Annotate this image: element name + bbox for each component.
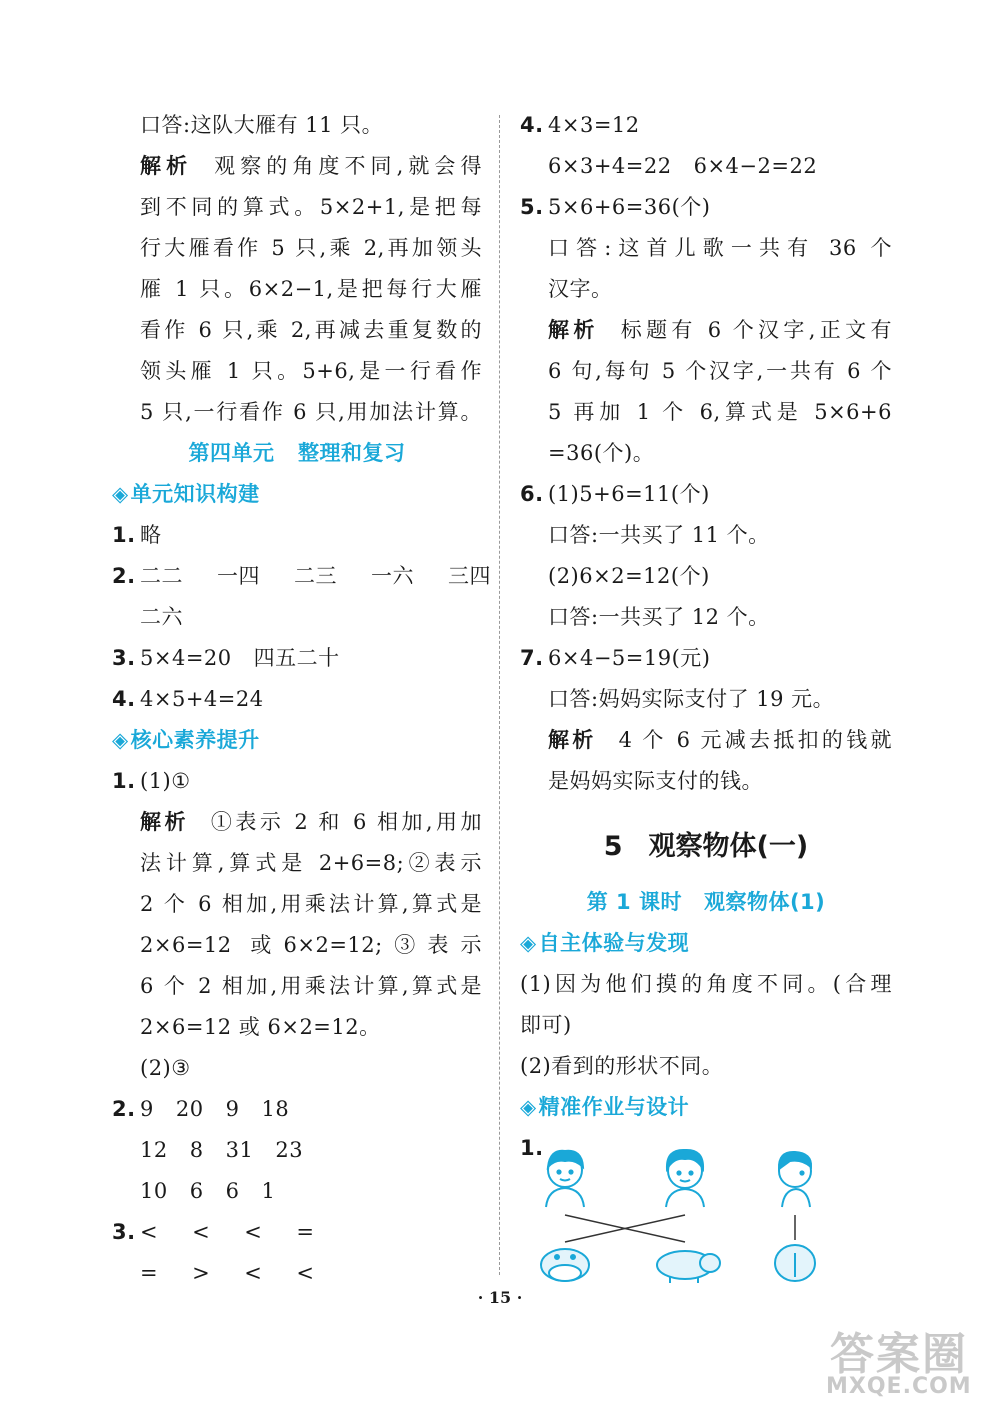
- text: 口答:这队大雁有 11 只。: [140, 113, 384, 137]
- answer-line: 口答:一共买了 12 个。: [548, 605, 770, 629]
- section-heading: [112, 474, 482, 515]
- text-line: 2×6=12 或 6×2=12。: [140, 1015, 381, 1039]
- hippo-side-figure: [657, 1251, 720, 1283]
- answer: <: [140, 1220, 159, 1244]
- question-item: [112, 515, 482, 556]
- question-item: [112, 761, 482, 802]
- section-title: 精准作业与设计: [538, 1095, 690, 1119]
- section-heading: [520, 923, 892, 964]
- question-number: 3.: [112, 1220, 136, 1244]
- analysis-label: 解析: [140, 154, 193, 178]
- section-title: 单元知识构建: [130, 482, 260, 506]
- question-item: [112, 638, 482, 679]
- answer: 6×4−5=19(元): [548, 646, 711, 670]
- watermark: [822, 1318, 992, 1408]
- diamond-icon: ◈: [112, 728, 129, 752]
- question-number: 1.: [520, 1136, 544, 1160]
- answer: 一四: [217, 564, 260, 588]
- lesson-label: 第 1 课时: [586, 890, 682, 914]
- answer: 6×3+4=22: [548, 154, 672, 178]
- diamond-icon: ◈: [520, 1095, 537, 1119]
- answer-line: (2)6×2=12(个): [548, 564, 710, 588]
- answer: 8: [189, 1138, 204, 1162]
- right-column: [520, 105, 892, 1169]
- answer: 6: [189, 1179, 204, 1203]
- section-title: 自主体验与发现: [538, 931, 690, 955]
- unit-title: 第四单元: [188, 441, 275, 465]
- answer: 18: [261, 1097, 290, 1121]
- column-divider: [499, 115, 500, 1275]
- question-number: 1.: [112, 769, 136, 793]
- answer-row: [112, 1130, 482, 1171]
- answer: (1)①: [140, 769, 191, 793]
- text: 略: [140, 523, 162, 547]
- chapter-heading: [520, 812, 892, 882]
- question-item: [112, 556, 491, 597]
- question-number: 2.: [112, 1097, 136, 1121]
- matching-figure: [520, 1145, 840, 1285]
- analysis-line: [112, 146, 482, 187]
- answer: 20: [175, 1097, 204, 1121]
- answer: 12: [140, 1138, 168, 1162]
- text-line: 二六: [140, 605, 183, 629]
- analysis-label: 解析: [140, 810, 189, 834]
- text-line: 2 个 6 相加,用乘法计算,算式是: [140, 892, 482, 916]
- text-line: 是妈妈实际支付的钱。: [548, 769, 763, 793]
- analysis-label: 解析: [548, 728, 597, 752]
- text-line: (2)③: [140, 1056, 191, 1080]
- left-column: [112, 105, 491, 1294]
- question-number: 2.: [112, 564, 136, 588]
- diamond-icon: ◈: [112, 482, 129, 506]
- answer: <: [296, 1261, 315, 1285]
- analysis-line: [520, 720, 892, 761]
- text-line: 看作 6 只,乘 2,再减去重复数的: [140, 318, 482, 342]
- text-line: 领头雁 1 只。5+6,是一行看作: [140, 359, 482, 383]
- answer: =: [140, 1261, 159, 1285]
- child-front-figure: [546, 1151, 584, 1207]
- unit-subtitle: 整理和复习: [297, 441, 406, 465]
- answer: 5×4=20: [140, 646, 232, 670]
- answer-row: [520, 146, 892, 187]
- chapter-title: 观察物体(一): [648, 831, 809, 862]
- question-item: [520, 474, 892, 515]
- text-line: 6 句,每句 5 个汉字,一共有 6 个: [548, 359, 892, 383]
- text-line: 5 再加 1 个 6,算式是 5×6+6: [548, 400, 892, 424]
- analysis-line: [112, 802, 482, 843]
- answer: 一六: [371, 564, 414, 588]
- question-number: 3.: [112, 646, 136, 670]
- answer: 三四: [448, 564, 491, 588]
- question-number: 1.: [112, 523, 136, 547]
- analysis-label: 解析: [548, 318, 599, 342]
- answer: 二三: [294, 564, 337, 588]
- question-number: 6.: [520, 482, 544, 506]
- unit-heading: [112, 433, 482, 474]
- child-side-figure: [779, 1152, 811, 1207]
- text: 4 个 6 元减去抵扣的钱就: [618, 728, 892, 752]
- text-line: 法计算,算式是 2+6=8;②表示: [140, 851, 482, 875]
- lesson-heading: [520, 882, 892, 923]
- text: 标题有 6 个汉字,正文有: [620, 318, 893, 342]
- answer: (1)5+6=11(个): [548, 482, 710, 506]
- question-item: [112, 1089, 482, 1130]
- text-line: =36(个)。: [548, 441, 655, 465]
- text-line: (2)看到的形状不同。: [520, 1054, 724, 1078]
- answer: 二二: [140, 564, 183, 588]
- watermark-url: MXQE.COM: [826, 1374, 972, 1399]
- answer: <: [192, 1220, 211, 1244]
- question-number: 4.: [112, 687, 136, 711]
- text-line: 汉字。: [548, 277, 613, 301]
- answer: <: [244, 1261, 263, 1285]
- question-number: 5.: [520, 195, 544, 219]
- text-line: 雁 1 只。6×2−1,是把每行大雁: [140, 277, 482, 301]
- question-item: [520, 105, 892, 146]
- question-item: [520, 638, 892, 679]
- answer: 6: [225, 1179, 240, 1203]
- watermark-logo-text: 答案圈: [830, 1329, 968, 1380]
- answer: 9: [140, 1097, 154, 1121]
- answer-line: 口答:这首儿歌一共有 36 个: [548, 236, 892, 260]
- text: 观察的角度不同,就会得: [214, 154, 482, 178]
- hippo-back-figure: [775, 1245, 815, 1281]
- hippo-front-figure: [541, 1249, 589, 1281]
- child-girl-figure: [666, 1150, 704, 1207]
- answer: 四五二十: [253, 646, 340, 670]
- answer-row: [112, 1171, 482, 1212]
- text-line: 2×6=12 或6×2=12;③表示: [140, 933, 482, 957]
- answer: 4×5+4=24: [140, 687, 264, 711]
- answer-line: 口答:一共买了 11 个。: [548, 523, 770, 547]
- text-line: 6 个 2 相加,用乘法计算,算式是: [140, 974, 482, 998]
- answer: 31: [225, 1138, 254, 1162]
- answer: 1: [261, 1179, 276, 1203]
- text-line: 即可): [520, 1013, 572, 1037]
- question-item: [520, 187, 892, 228]
- lesson-title: 观察物体(1): [703, 890, 826, 914]
- section-heading: [520, 1087, 892, 1128]
- answer-line: 口答:妈妈实际支付了 19 元。: [548, 687, 835, 711]
- answer: 23: [275, 1138, 304, 1162]
- question-number: 4.: [520, 113, 544, 137]
- answer: =: [296, 1220, 315, 1244]
- diamond-icon: ◈: [520, 931, 537, 955]
- answer: 9: [225, 1097, 240, 1121]
- question-number: 7.: [520, 646, 544, 670]
- text-line: 到不同的算式。5×2+1,是把每: [140, 195, 482, 219]
- question-item: [112, 1212, 482, 1253]
- section-heading: [112, 720, 482, 761]
- answer: 4×3=12: [548, 113, 640, 137]
- answer: 6×4−2=22: [693, 154, 818, 178]
- section-title: 核心素养提升: [130, 728, 260, 752]
- text-line: 行大雁看作 5 只,乘 2,再加领头: [140, 236, 482, 260]
- question-item: [112, 679, 482, 720]
- answer: 5×6+6=36(个): [548, 195, 711, 219]
- text-line: 5 只,一行看作 6 只,用加法计算。: [140, 400, 482, 424]
- answer: >: [192, 1261, 211, 1285]
- answer: <: [244, 1220, 263, 1244]
- answer-line: [112, 105, 482, 146]
- analysis-line: [520, 310, 892, 351]
- chapter-number: 5: [603, 831, 623, 862]
- answer: 10: [140, 1179, 168, 1203]
- text: ①表示 2 和 6 相加,用加: [210, 810, 482, 834]
- page-number: · 15 ·: [477, 1288, 523, 1307]
- text-line: (1)因为他们摸的角度不同。(合理: [520, 972, 892, 996]
